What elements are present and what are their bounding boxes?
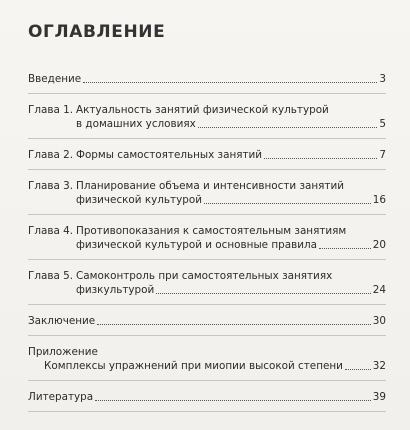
toc-entry-title: Заключение: [28, 315, 96, 327]
divider: [28, 304, 386, 305]
toc-page-number: 32: [372, 360, 386, 372]
leader-dots: [198, 127, 378, 128]
toc-entry-conclusion[interactable]: [28, 314, 386, 328]
toc-page-number: 39: [372, 391, 386, 403]
toc-page-number: 20: [372, 239, 386, 251]
divider: [28, 93, 386, 94]
chapter-number: Глава 2.: [28, 149, 74, 161]
leader-dots: [204, 203, 371, 204]
toc-entry-title: Введение: [28, 73, 82, 85]
page-title: ОГЛАВЛЕНИЕ: [28, 22, 166, 42]
toc-page-number: 5: [379, 118, 386, 130]
toc-entry-chapter-3[interactable]: [28, 179, 386, 207]
toc-entry-chapter-5[interactable]: [28, 269, 386, 297]
toc-entry-chapter-1[interactable]: [28, 103, 386, 131]
toc-entry-appendix[interactable]: [28, 345, 386, 373]
toc-entry-title-cont: физической культурой и основные правила: [76, 239, 317, 251]
leader-dots: [83, 82, 377, 83]
table-of-contents: [28, 72, 386, 421]
toc-entry-title-cont: физической культурой: [76, 194, 202, 206]
toc-entry-title: Литература: [28, 391, 94, 403]
toc-entry-title: Противопоказания к самостоятельным занятиям: [76, 225, 347, 237]
divider: [28, 259, 386, 260]
divider: [28, 138, 386, 139]
leader-dots: [345, 369, 371, 370]
toc-entry-title: Формы самостоятельных занятий: [76, 149, 263, 161]
leader-dots: [97, 324, 371, 325]
divider: [28, 411, 386, 412]
toc-page-number: 7: [379, 149, 386, 161]
leader-dots: [95, 400, 371, 401]
toc-entry-literature[interactable]: [28, 390, 386, 404]
toc-entry-chapter-2[interactable]: [28, 148, 386, 162]
toc-entry-title: Планирование объема и интенсивности занятий: [76, 180, 344, 192]
chapter-number: Глава 5.: [28, 270, 74, 282]
toc-page-number: 30: [372, 315, 386, 327]
toc-entry-chapter-4[interactable]: [28, 224, 386, 252]
chapter-number: Глава 3.: [28, 180, 74, 192]
toc-entry-title: Актуальность занятий физической культурой: [76, 104, 329, 116]
chapter-number: Глава 1.: [28, 104, 74, 116]
leader-dots: [319, 248, 371, 249]
divider: [28, 214, 386, 215]
toc-page-number: 16: [372, 194, 386, 206]
toc-entry-title: Приложение: [28, 346, 98, 358]
leader-dots: [264, 158, 377, 159]
toc-entry-title-cont: физкультурой: [76, 284, 155, 296]
divider: [28, 335, 386, 336]
toc-entry-title-cont: в домашних условиях: [76, 118, 196, 130]
divider: [28, 380, 386, 381]
toc-page-number: 24: [372, 284, 386, 296]
chapter-number: Глава 4.: [28, 225, 74, 237]
toc-entry-title: Самоконтроль при самостоятельных занятиях: [76, 270, 333, 282]
toc-entry-intro[interactable]: [28, 72, 386, 86]
toc-page-number: 3: [379, 73, 386, 85]
leader-dots: [156, 293, 371, 294]
toc-subentry-title: Комплексы упражнений при миопии высокой степени: [44, 360, 343, 372]
divider: [28, 169, 386, 170]
